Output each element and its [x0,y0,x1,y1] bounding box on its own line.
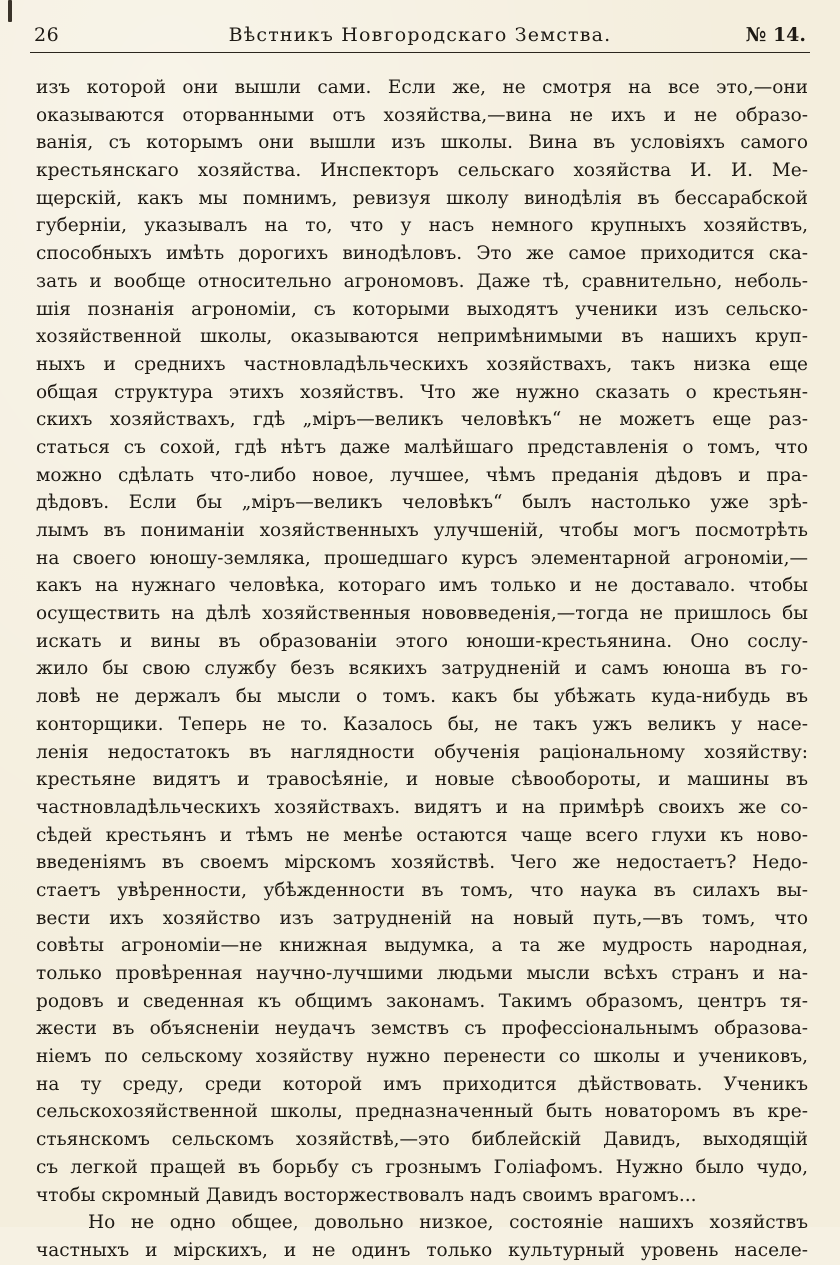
text-line: введеніямъ въ своемъ мірскомъ хозяйствѣ. Чего же недостаетъ? Недо- [36,852,808,874]
page-number: 26 [34,24,60,46]
text-line: ванія, съ которымъ они вышли изъ школы. Вина въ условіяхъ самого [36,132,808,154]
text-line: крестьяне видятъ и травосѣяніе, и новые сѣвообороты, и машины въ [36,769,808,791]
text-line: зать и вообще относительно агрономовъ. Даже тѣ, сравнительно, неболь- [36,270,808,292]
text-line: сѣдей крестьянъ и тѣмъ не менѣе остаются чаще всего глухи къ ново- [36,824,808,846]
text-line: ніемъ по сельскому хозяйству нужно перенести со школы и учениковъ, [36,1046,808,1068]
header-rule [30,52,810,53]
page-header [30,18,810,52]
text-line: какъ на нужнаго человѣка, котораго имъ только и не доставало. чтобы [36,575,808,597]
text-line: можно сдѣлать что-либо новое, лучшее, чѣмъ преданія дѣдовъ и пра- [36,464,808,486]
text-line: ловѣ не держалъ бы мысли о томъ. какъ бы убѣжать куда-нибудь въ [36,686,808,708]
text-line: стаетъ увѣренности, убѣжденности въ томъ, что наука въ силахъ вы- [36,879,808,901]
running-title: Вѣстникъ Новгородскаго Земства. [228,24,612,46]
text-line: оказываются оторванными отъ хозяйства,—вина не ихъ и не образо- [36,104,808,126]
issue-number: № 14. [745,24,806,46]
text-line: губерніи, указывалъ на то, что у насъ немного крупныхъ хозяйствъ, [36,215,808,237]
text-line: на своего юношу-земляка, прошедшаго курсъ элементарной агрономіи,— [36,547,808,569]
text-line: частныхъ и мірскихъ, и не одинъ только культурный уровень населе- [36,1239,808,1261]
text-line: искать и вины въ образованіи этого юноши-крестьянина. Оно сослу- [36,630,808,652]
text-line: Но не одно общее, довольно низкое, состояніе нашихъ хозяйствъ [88,1212,808,1234]
text-line: ныхъ и среднихъ частновладѣльческихъ хозяйствахъ, такъ низка еще [36,353,808,375]
text-line: чтобы скромный Давидъ восторжествовалъ надъ своимъ врагомъ... [36,1184,697,1206]
text-line: хозяйственной школы, оказываются непримѣнимыми въ нашихъ круп- [36,326,808,348]
text-line: совѣты агрономіи—не книжная выдумка, а та же мудрость народная, [36,935,808,957]
text-line: стьянскомъ сельскомъ хозяйствѣ,—это библейскій Давидъ, выходящій [36,1129,808,1151]
text-line: статься съ сохой, гдѣ нѣтъ даже малѣйшаго представленія о томъ, что [36,436,808,458]
text-line: дѣдовъ. Если бы „міръ—великъ человѣкъ“ былъ настолько уже зрѣ- [36,492,808,514]
text-line: осуществить на дѣлѣ хозяйственныя нововведенія,—тогда не пришлось бы [36,603,808,625]
text-line: жести въ объясненіи неудачъ земствъ съ профессіональнымъ образова- [36,1018,808,1040]
text-line: ленія недостатокъ въ наглядности обученія раціональному хозяйству: [36,741,808,763]
text-line: общая структура этихъ хозяйствъ. Что же нужно сказать о крестьян- [36,381,808,403]
text-line: только провѣренная научно-лучшими людьми мысли всѣхъ странъ и на- [36,963,808,984]
text-line: жило бы свою службу безъ всякихъ затрудненій и самъ юноша въ го- [36,658,808,680]
text-line: родовъ и сведенная къ общимъ законамъ. Такимъ образомъ, центръ тя- [36,990,808,1012]
text-line: лымъ въ пониманіи хозяйственныхъ улучшеній, чтобы могъ посмотрѣть [36,520,808,541]
body-text [36,74,808,1265]
scan-edge-mark [8,0,12,22]
text-line: изъ которой они вышли сами. Если же, не смотря на все это,—они [36,77,808,98]
text-line: сельскохозяйственной школы, предназначенный быть новаторомъ въ кре- [36,1101,808,1123]
text-line: крестьянскаго хозяйства. Инспекторъ сельскаго хозяйства И. И. Ме- [36,160,808,182]
text-line: шія познанія агрономіи, съ которыми выходятъ ученики изъ сельско- [36,298,808,320]
text-line: скихъ хозяйствахъ, гдѣ „міръ—великъ человѣкъ“ не можетъ еще раз- [36,409,808,431]
text-line: на ту среду, среди которой имъ приходится дѣйствовать. Ученикъ [36,1073,808,1095]
text-line: вести ихъ хозяйство изъ затрудненій на новый путь,—въ томъ, что [36,907,808,929]
text-line: способныхъ имѣть дорогихъ винодѣловъ. Это же самое приходится ска- [36,243,808,265]
text-line: конторщики. Теперь не то. Казалось бы, не такъ ужъ великъ у насе- [36,713,808,735]
text-line: съ легкой пращей въ борьбу съ грознымъ Голіафомъ. Нужно было чудо, [36,1156,808,1178]
text-line: щерскій, какъ мы помнимъ, ревизуя школу винодѣлія въ бессарабской [36,187,808,209]
text-line: частновладѣльческихъ хозяйствахъ. видятъ и на примѣрѣ своихъ же со- [36,796,808,818]
